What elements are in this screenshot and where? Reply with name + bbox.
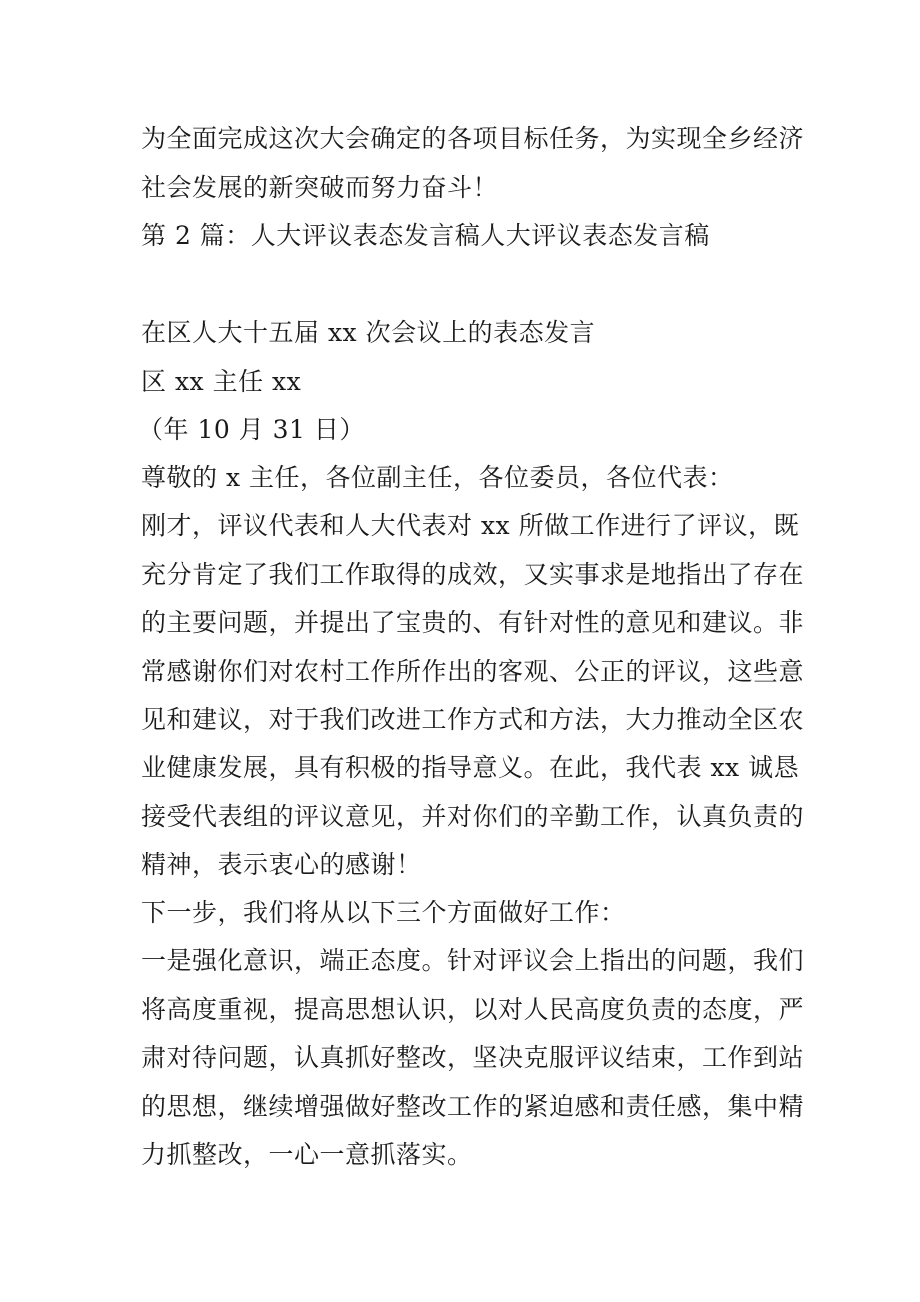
paragraph-1-line-3: 的主要问题，并提出了宝贵的、有针对性的意见和建议。非 — [141, 608, 805, 637]
paragraph-1-line-1: 刚才，评议代表和人大代表对 xx 所做工作进行了评议，既 — [141, 511, 800, 540]
salutation: 尊敬的 x 主任，各位副主任，各位委员，各位代表： — [141, 463, 734, 492]
paragraph-3-line-5: 力抓整改，一心一意抓落实。 — [141, 1140, 473, 1169]
speech-title: 在区人大十五届 xx 次会议上的表态发言 — [141, 318, 596, 347]
paragraph-1-line-7: 接受代表组的评议意见，并对你们的辛勤工作，认真负责的 — [141, 802, 805, 831]
date-line: （年 10 月 31 日） — [138, 415, 365, 444]
section-heading: 第 2 篇：人大评议表态发言稿人大评议表态发言稿 — [141, 221, 710, 250]
paragraph-1-line-5: 见和建议，对于我们改进工作方式和方法，大力推动全区农 — [141, 705, 805, 734]
paragraph-1-line-4: 常感谢你们对农村工作所作出的客观、公正的评议，这些意 — [141, 657, 805, 686]
paragraph-3-line-2: 将高度重视，提高思想认识，以对人民高度负责的态度，严 — [141, 995, 805, 1024]
paragraph-1-line-2: 充分肯定了我们工作取得的成效，又实事求是地指出了存在 — [141, 560, 805, 589]
paragraph-1-line-6: 业健康发展，具有积极的指导意义。在此，我代表 xx 诚恳 — [141, 753, 800, 782]
paragraph-3-line-1: 一是强化意识，端正态度。针对评议会上指出的问题，我们 — [141, 946, 805, 975]
paragraph-1-line-8: 精神，表示衷心的感谢！ — [141, 850, 422, 879]
paragraph-3-line-4: 的思想，继续增强做好整改工作的紧迫感和责任感，集中精 — [141, 1092, 805, 1121]
paragraph-2: 下一步，我们将从以下三个方面做好工作： — [141, 898, 626, 927]
speaker-line: 区 xx 主任 xx — [141, 367, 302, 396]
text-line-2: 社会发展的新突破而努力奋斗！ — [141, 173, 499, 202]
paragraph-3-line-3: 肃对待问题，认真抓好整改，坚决克服评议结束，工作到站 — [141, 1043, 805, 1072]
text-line-1: 为全面完成这次大会确定的各项目标任务，为实现全乡经济 — [141, 124, 805, 153]
